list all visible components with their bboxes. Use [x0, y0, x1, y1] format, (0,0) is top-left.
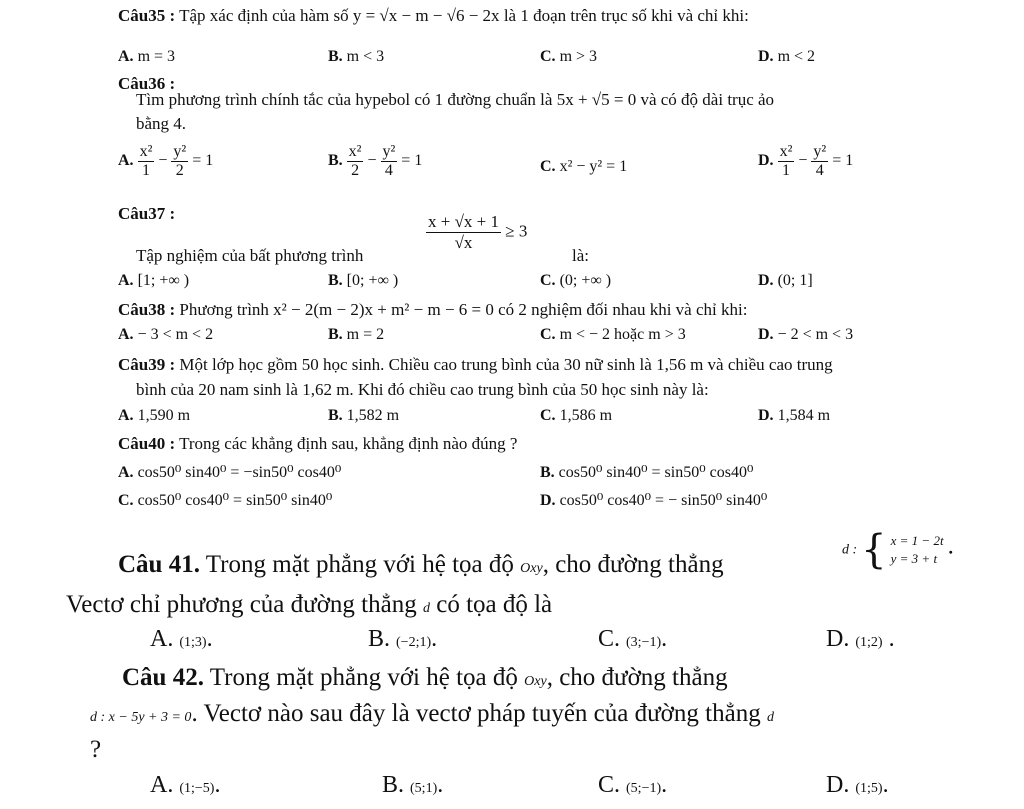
q35-formula: y = √x − m − √6 − 2x — [352, 6, 500, 25]
q40-line — [118, 434, 517, 454]
q41-brace: { — [861, 527, 887, 573]
q41-period: . — [947, 532, 954, 560]
q35-text-b: là 1 đoạn trên trục số khi và chỉ khi: — [503, 6, 749, 25]
q36-option-b[interactable]: B. $\frac{\text{x²}}{2}$ − $\frac{\text{y²}}{4}$ = 1 — [328, 143, 423, 179]
q37-option-d[interactable]: D. (0; 1] — [758, 272, 813, 289]
q37-option-b[interactable]: B. [0; +∞ ) — [328, 272, 399, 289]
q42-label: Câu 42. — [122, 664, 204, 691]
q41-line-1 — [118, 551, 724, 579]
q36-text-a: Tìm phương trình chính tắc của hypebol có 1 đường chuẩn là — [136, 90, 553, 109]
q37-text-b: là: — [572, 246, 589, 265]
q42-d-small: d — [766, 710, 774, 725]
q37-option-a[interactable]: A. [1; +∞ ) — [118, 272, 190, 289]
q42-line-2 — [90, 700, 774, 728]
q41-text-c: Vectơ chỉ phương của đường thẳng — [66, 591, 417, 618]
q41-option-b[interactable]: B. (−2;1). — [368, 626, 438, 652]
q41-option-c[interactable]: C. (3;−1). — [598, 626, 668, 652]
q36-formula: 5x + √5 = 0 — [556, 90, 637, 109]
q35-option-b[interactable]: B. m < 3 — [328, 48, 385, 65]
q41-text-a: Trong mặt phẳng với hệ tọa độ — [205, 551, 514, 578]
q39-option-b[interactable]: B. 1,582 m — [328, 407, 400, 424]
q38-text-a: Phương trình — [179, 300, 269, 319]
q39-label: Câu39 : — [118, 355, 176, 374]
q42-text-b: , cho đường thẳng — [546, 664, 728, 691]
q41-oxy: Oxy — [520, 561, 543, 576]
q38-option-b[interactable]: B. m = 2 — [328, 326, 385, 343]
q41-system — [842, 527, 954, 573]
q42-question-mark: ? — [90, 736, 102, 763]
q38-option-c[interactable]: C. m < − 2 hoặc m > 3 — [540, 326, 686, 343]
q41-sys-eq-2: y = 3 + t — [890, 551, 938, 566]
q39-text-b: bình của 20 nam sinh là 1,62 m. Khi đó chiều cao trung bình của 50 học sinh này là: — [136, 380, 709, 399]
q42-option-a[interactable]: A. (1;−5). — [150, 772, 221, 798]
q35-option-c[interactable]: C. m > 3 — [540, 48, 598, 65]
q41-line-2 — [66, 591, 552, 619]
q35-label: Câu35 : — [118, 6, 176, 25]
q41-option-d[interactable]: D. (1;2) . — [826, 626, 895, 652]
q37-label: Câu37 : — [118, 204, 176, 223]
q40-option-b[interactable]: B. cos50⁰ sin40⁰ = sin50⁰ cos40⁰ — [540, 464, 754, 481]
q36-option-d[interactable]: D. $\frac{\text{x²}}{1}$ − $\frac{\text{y²}}{4}$ = 1 — [758, 143, 854, 179]
q38-text-b: có 2 nghiệm đối nhau khi và chỉ khi: — [498, 300, 748, 319]
q36-text-b: và có độ dài trục ảo — [640, 90, 775, 109]
q39-line-1 — [118, 355, 833, 375]
q40-option-d[interactable]: D. cos50⁰ cos40⁰ = − sin50⁰ sin40⁰ — [540, 492, 768, 509]
q40-label: Câu40 : — [118, 434, 176, 453]
q41-option-a[interactable]: A. (1;3). — [150, 626, 213, 652]
q39-option-d[interactable]: D. 1,584 m — [758, 407, 831, 424]
q36-option-c[interactable]: C. x² − y² = 1 — [540, 158, 628, 175]
q37-denominator: √x — [454, 233, 473, 252]
q37-option-c[interactable]: C. (0; +∞ ) — [540, 272, 612, 289]
q42-text-c: . Vectơ nào sau đây là vectơ pháp tuyến của đường thẳng — [191, 700, 761, 727]
q41-system-lines — [891, 532, 944, 568]
q38-label: Câu38 : — [118, 300, 176, 319]
q38-option-d[interactable]: D. − 2 < m < 3 — [758, 326, 854, 343]
q42-oxy: Oxy — [524, 674, 547, 689]
q42-text-a: Trong mặt phẳng với hệ tọa độ — [209, 664, 518, 691]
q41-sys-eq-1: x = 1 − 2t — [890, 533, 944, 548]
q37-numerator: x + √x + 1 — [428, 212, 500, 231]
q41-text-d: có tọa độ là — [436, 591, 553, 618]
q35-line — [118, 6, 749, 26]
q42-option-b[interactable]: B. (5;1). — [382, 772, 444, 798]
q40-option-a[interactable]: A. cos50⁰ sin40⁰ = −sin50⁰ cos40⁰ — [118, 464, 342, 481]
q35-option-d[interactable]: D. m < 2 — [758, 48, 816, 65]
q36-line — [136, 90, 774, 110]
q38-line — [118, 300, 747, 320]
q35-text-a: Tập xác định của hàm số — [179, 6, 349, 25]
q37-text-a: Tập nghiệm của bất phương trình — [136, 246, 364, 265]
q38-formula: x² − 2(m − 2)x + m² − m − 6 = 0 — [273, 300, 494, 319]
q39-text-a: Một lớp học gồm 50 học sinh. Chiều cao trung bình của 30 nữ sinh là 1,56 m và chiều cao trung — [179, 355, 833, 374]
q36-option-a[interactable]: A. $\frac{\text{x²}}{1}$ − $\frac{\text{y²}}{2}$ = 1 — [118, 143, 214, 179]
q41-d-label: d : — [842, 542, 858, 558]
q40-text-a: Trong các khẳng định sau, khẳng định nào đúng ? — [179, 434, 518, 453]
q41-label: Câu 41. — [118, 551, 200, 578]
q36-label: Câu36 : — [118, 74, 176, 93]
q38-option-a[interactable]: A. − 3 < m < 2 — [118, 326, 214, 343]
q35-option-a[interactable]: A. m = 3 — [118, 48, 176, 65]
q37-ineq: ≥ 3 — [505, 221, 528, 241]
q42-line-1 — [122, 664, 728, 692]
q42-option-d[interactable]: D. (1;5). — [826, 772, 889, 798]
q37-fraction — [426, 212, 527, 253]
q42-option-c[interactable]: C. (5;−1). — [598, 772, 668, 798]
q36-text-c: bằng 4. — [136, 114, 187, 133]
q39-option-a[interactable]: A. 1,590 m — [118, 407, 191, 424]
q39-option-c[interactable]: C. 1,586 m — [540, 407, 613, 424]
q42-line-eq: d : x − 5y + 3 = 0 — [90, 710, 192, 725]
q41-text-b: , cho đường thẳng — [542, 551, 724, 578]
q40-option-c[interactable]: C. cos50⁰ cos40⁰ = sin50⁰ sin40⁰ — [118, 492, 333, 509]
q41-d-small: d — [422, 601, 430, 616]
